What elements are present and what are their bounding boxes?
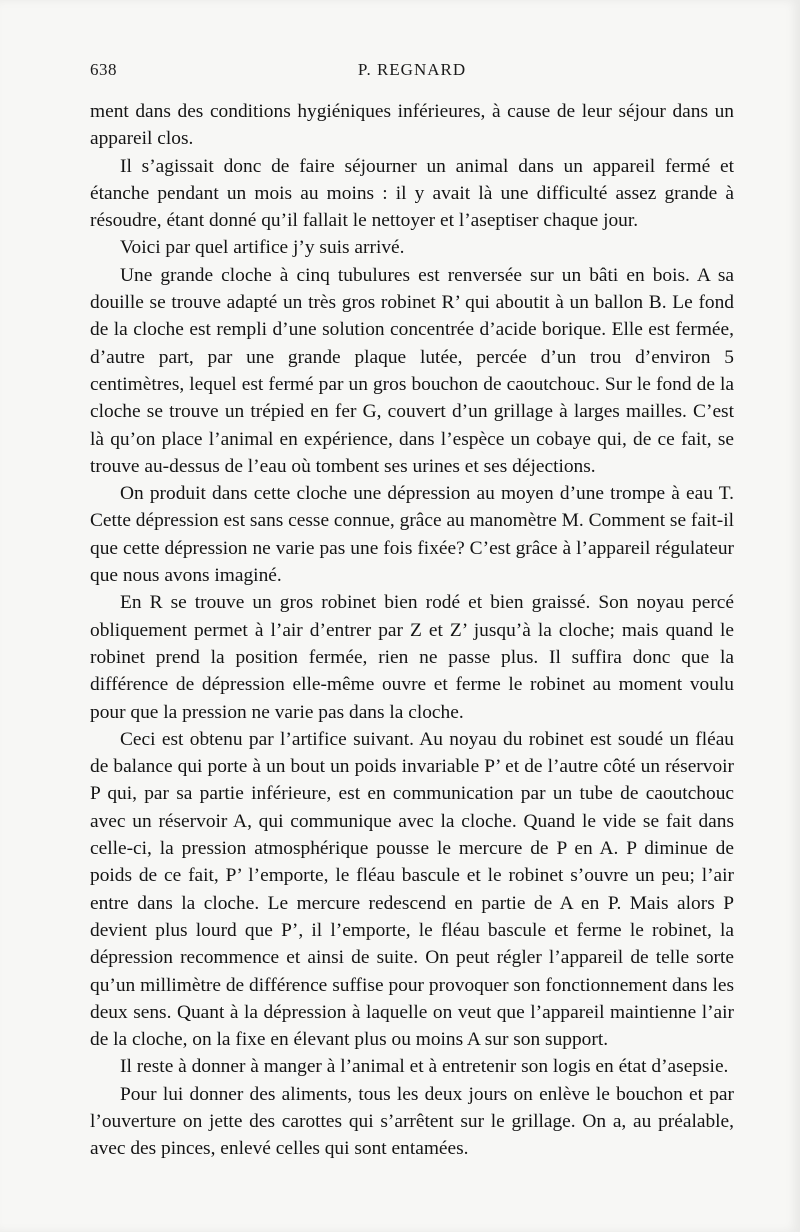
page-number: 638: [90, 60, 117, 79]
paragraph-9: Pour lui donner des aliments, tous les deux jours on enlève le bouchon et par l’ouverture on jette des carottes qui s’arrêtent sur le grillage. On a, au préalable, avec des pinces, enlevé celles qui sont entamées.: [90, 1083, 734, 1160]
paragraph-2: Il s’agissait donc de faire séjourner un animal dans un appareil fermé et étanche pendant un mois au moins : il y avait là une difficulté assez grande à résoudre, étant donné qu’il fallait le nettoyer et l’aseptiser chaque jour.: [90, 155, 734, 232]
paragraph-5: On produit dans cette cloche une dépression au moyen d’une trompe à eau T. Cette dépression est sans cesse connue, grâce au manomètre M. Comment se fait-il que cette dépression ne varie pas une fois fixée? C’est grâce à l’appareil régulateur que nous avons imaginé.: [90, 483, 735, 587]
page-header: [90, 60, 734, 86]
paragraph-8: Il reste à donner à manger à l’animal et à entretenir son logis en état d’asepsie.: [120, 1056, 729, 1078]
paragraph-4: Une grande cloche à cinq tubulures est renversée sur un bâti en bois. A sa douille se trouve adapté un très gros robinet R’ qui aboutit à un ballon B. Le fond de la cloche est rempli d’une solution concentrée d’acide borique. Elle est fermée, d’autre part, par une grande plaque lutée, percée d’un trou d’environ 5 centimètres, lequel est fermé par un gros bouchon de caoutchouc. Sur le fond de la cloche se trouve un trépied en fer G, couvert d’un grillage à larges mailles. C’est là qu’on place l’animal en expérience, dans l’espèce un cobaye qui, de ce fait, se trouve au-dessus de l’eau où tombent ses urines et ses déjections.: [90, 264, 734, 477]
paragraph-6: En R se trouve un gros robinet bien rodé et bien graissé. Son noyau percé obliquement permet à l’air d’entrer par Z et Z’ jusqu’à la cloche; mais quand le robinet prend la position fermée, rien ne passe plus. Il suffira donc que la différence de dépression elle-même ouvre et ferme le robinet au moment voulu pour que la pression ne varie pas dans la cloche.: [90, 592, 734, 723]
paragraph-1: ment dans des conditions hygiéniques inférieures, à cause de leur séjour dans un appareil clos.: [90, 101, 734, 150]
body-text: [90, 98, 734, 1163]
running-head-author: P. REGNARD: [357, 60, 467, 79]
paragraph-3: Voici par quel artifice j’y suis arrivé.: [120, 237, 405, 259]
paragraph-7: Ceci est obtenu par l’artifice suivant. Au noyau du robinet est soudé un fléau de balance qui porte à un bout un poids invariable P’ et de l’autre côté un réservoir P qui, par sa partie inférieure, est en communication par un tube de caoutchouc avec un réservoir A, qui communique avec la cloche. Quand le vide se fait dans celle-ci, la pression atmosphérique pousse le mercure de P en A. P diminue de poids de ce fait, P’ l’emporte, le fléau bascule et le robinet s’ouvre un peu; l’air entre dans la cloche. Le mercure redescend en partie de A en P. Mais alors P devient plus lourd que P’, il l’emporte, le fléau bascule et ferme le robinet, la dépression recommence et ainsi de suite. On peut régler l’appareil de telle sorte qu’un millimètre de différence suffise pour provoquer son fonctionnement dans les deux sens. Quant à la dépression à laquelle on veut que l’appareil maintienne l’air de la cloche, on la fixe en élevant plus ou moins A sur son support.: [90, 728, 734, 1051]
